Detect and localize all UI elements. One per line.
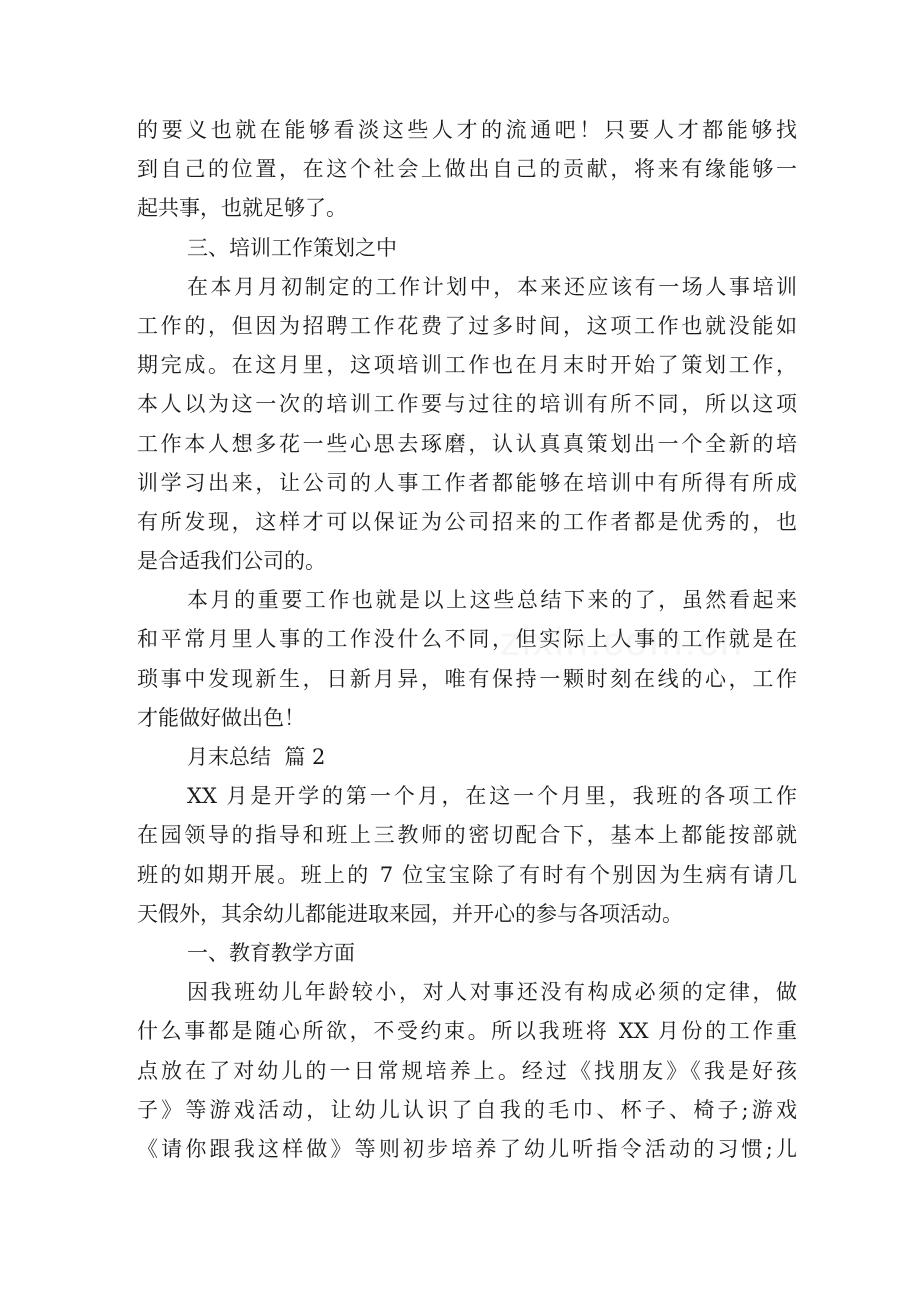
paragraph-line: 有所发现，这样才可以保证为公司招来的工作者都是优秀的，也 xyxy=(137,509,797,534)
paragraph-line: 是合适我们公司的。 xyxy=(137,549,326,574)
section-title: 月末总结 篇 2 xyxy=(187,745,326,769)
paragraph-line: 在园领导的指导和班上三教师的密切配合下，基本上都能按部就 xyxy=(137,823,797,848)
paragraph-line: 工作的，但因为招聘工作花费了过多时间，这项工作也就没能如 xyxy=(137,313,797,338)
section-heading: 三、培训工作策划之中 xyxy=(187,235,397,260)
paragraph-line: 班的如期开展。班上的 7 位宝宝除了有时有个别因为生病有请几 xyxy=(137,862,797,887)
paragraph-line: 期完成。在这月里，这项培训工作也在月末时开始了策划工作， xyxy=(137,353,797,378)
paragraph-line: 琐事中发现新生，日新月异，唯有保持一颗时刻在线的心，工作 xyxy=(137,666,797,691)
paragraph-line: 《请你跟我这样做》等则初步培养了幼儿听指令活动的习惯;儿 xyxy=(137,1136,797,1161)
paragraph-line: 点放在了对幼儿的一日常规培养上。经过《找朋友》《我是好孩 xyxy=(137,1058,797,1083)
paragraph-line: 天假外，其余幼儿都能进取来园，并开心的参与各项活动。 xyxy=(137,901,683,926)
paragraph-line: 到自己的位置，在这个社会上做出自己的贡献，将来有缘能够一 xyxy=(137,157,797,182)
paragraph-line: 的要义也就在能够看淡这些人才的流通吧！只要人才都能够找 xyxy=(137,118,797,142)
paragraph-line: 本月的重要工作也就是以上这些总结下来的了，虽然看起来 xyxy=(187,588,797,613)
paragraph-line: 训学习出来，让公司的人事工作者都能够在培训中有所得有所成 xyxy=(137,470,797,495)
paragraph-line: 本人以为这一次的培训工作要与过往的培训有所不同，所以这项 xyxy=(137,392,797,417)
watermark xyxy=(500,620,744,665)
paragraph-line: 因我班幼儿年龄较小，对人对事还没有构成必须的定律，做 xyxy=(187,980,797,1005)
section-heading: 一、教育教学方面 xyxy=(187,940,355,965)
paragraph-line: XX 月是开学的第一个月，在这一个月里，我班的各项工作 xyxy=(187,784,797,809)
paragraph-line: 工作本人想多花一些心思去琢磨，认认真真策划出一个全新的培 xyxy=(137,431,797,456)
paragraph-line: 起共事，也就足够了。 xyxy=(137,196,347,221)
paragraph-line: 在本月月初制定的工作计划中，本来还应该有一场人事培训 xyxy=(187,274,797,299)
paragraph-line: 什么事都是随心所欲，不受约束。所以我班将 XX 月份的工作重 xyxy=(137,1019,797,1044)
paragraph-line: 子》等游戏活动，让幼儿认识了自我的毛巾、杯子、椅子;游戏 xyxy=(137,1097,797,1122)
paragraph-line: 才能做好做出色！ xyxy=(137,705,305,730)
paragraph-line: 和平常月里人事的工作没什么不同，但实际上人事的工作就是在 xyxy=(137,627,797,652)
